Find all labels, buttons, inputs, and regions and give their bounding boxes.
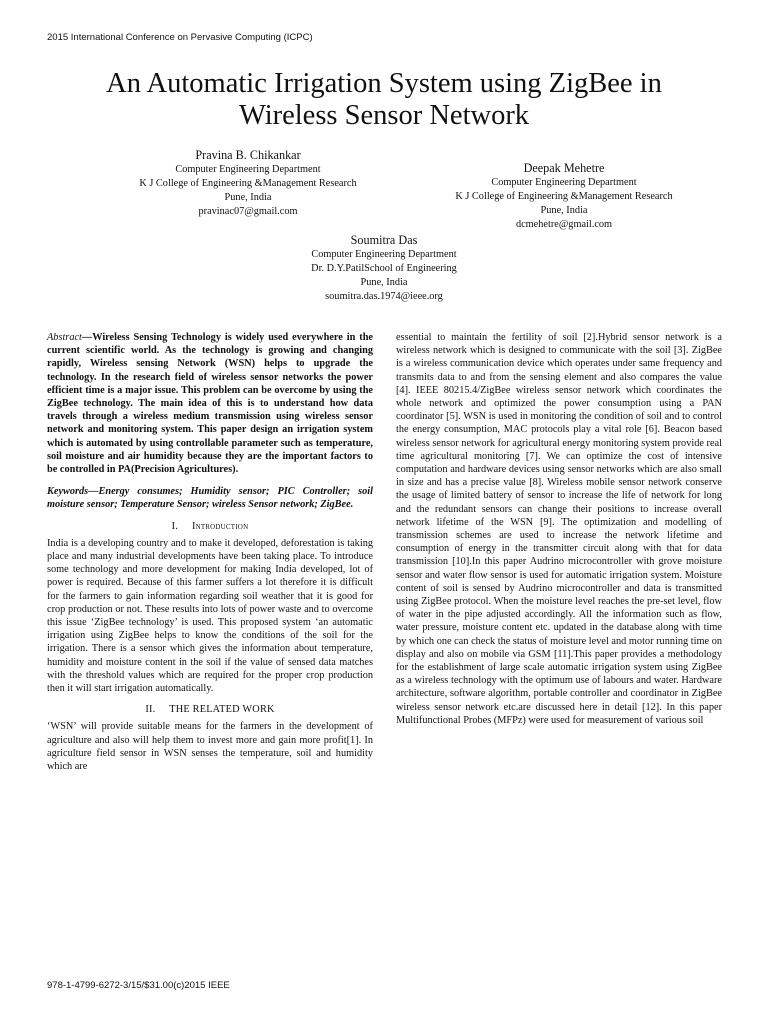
author-email: pravinac07@gmail.com <box>198 206 298 217</box>
author-name: Soumitra Das <box>350 233 418 247</box>
author-block-3 <box>250 233 518 304</box>
abstract-text: —Wireless Sensing Technology is widely used everywhere in the current scientific world. As the technology is growing and changing rapidly, Wireless sensing Network (WSN) helps to upgrade the technology. In the research field of wireless sensor networks the power efficient time is a major issue. This problem can be overcome by using the ZigBee technology. The main idea of this is to understand how data travels through a wireless medium transmission using wireless sensor network and monitoring system. This paper design an irrigation system which is automated by using controllable parameter such as temperature, soil moisture and air humidity because they are the important factors to be controlled in PA(Precision Agricultures). <box>47 332 373 476</box>
author-inst: K J College of Engineering &Management Research <box>455 191 673 202</box>
author-name: Deepak Mehetre <box>523 161 605 175</box>
abstract-label: Abstract <box>47 332 82 343</box>
title-line-2: Wireless Sensor Network <box>238 100 530 131</box>
section-title: Introduction <box>191 520 249 532</box>
paper-title <box>40 68 728 132</box>
related-work-paragraph: ‘WSN’ will provide suitable means for the farmers in the development of agriculture and also will help them to invest more and gain more profit[1]. In agriculture field sensor in WSN senses the temperature, soil and humidity which are <box>47 721 373 773</box>
author-email: soumitra.das.1974@ieee.org <box>325 291 443 302</box>
section-number: I. <box>171 520 179 532</box>
author-name: Pravina B. Chikankar <box>195 148 301 162</box>
author-inst: Dr. D.Y.PatilSchool of Engineering <box>311 263 457 274</box>
keywords: Keywords—Energy consumes; Humidity sensor; PIC Controller; soil moisture sensor; Temperature Sensor; wireless Sensor network; ZigBee. <box>47 486 373 511</box>
author-inst: K J College of Engineering &Management Research <box>139 178 357 189</box>
section-title: THE RELATED WORK <box>169 704 275 716</box>
section-heading-introduction <box>47 520 373 533</box>
abstract <box>47 331 373 476</box>
conference-header: 2015 International Conference on Pervasive Computing (ICPC) <box>47 32 313 43</box>
author-city: Pune, India <box>224 192 272 203</box>
title-line-1: An Automatic Irrigation System using ZigBee in <box>106 68 662 99</box>
right-column <box>396 331 722 727</box>
copyright-footer: 978-1-4799-6272-3/15/$31.00(c)2015 IEEE <box>47 980 230 991</box>
author-dept: Computer Engineering Department <box>175 164 321 175</box>
author-dept: Computer Engineering Department <box>311 249 457 260</box>
author-block-1 <box>112 148 384 219</box>
author-dept: Computer Engineering Department <box>491 177 637 188</box>
section-heading-related-work <box>47 703 373 716</box>
author-block-2 <box>416 161 712 232</box>
related-work-continued: essential to maintain the fertility of soil [2].Hybrid sensor network is a wireless network which is designed to communicate with the soil [3]. ZigBee is a wireless communication device which operates under same frequency and transmits data to and from the sensing element and also compares the value [4]. IEEE 80215.4/ZigBee wireless sensor network which coordinates the whole network and optimized the power consumption using a PAN coordinator [5]. WSN is used in monitoring the condition of soil and to control the energy consumption, MAC protocols play a vital role [6]. Beacon based wireless sensor network for agricultural energy monitoring system provide real time agricultural monitoring [7]. We can optimize the cost of intensive computation and hardware devices using sensor networks which are also small in size and has a precise value [8]. Wireless mobile sensor network conserve the usage of limited battery of sensor to increase the life of network for long and the redundant sensors can change their positions to increase overall network lifetime of the WSN [9]. The optimization and modelling of transmission schemes are used to increase the network lifetime and consumption of energy in the transmitter circuit along with that for data transmission [10].In this paper Audrino microcontroller with grove moisture sensor and water flow sensor is used for automatic irrigation system. Moisture content of soil is sensed by Audrino microcontroller and data is transmitted using ZigBee protocol. When the moisture level reaches the pre-set level, flow of water in the pipe adjusted accordingly. All the information such as flow, water pressure, moisture content etc. updated in the database along with time by which one can check the status of moisture level and motor running time on display and also on mobile via GSM [11].This paper provides a methodology for the establishment of large scale automatic irrigation system using ZigBee as a wireless technology with the optimum use of labours and water. Hardware architecture, software algorithm, portable controller and coordinator in ZigBee wireless sensor network etc.are discussed here in detail [12]. In this paper Multifunctional Probes (MFPz) were used for measurement of various soil <box>396 332 722 726</box>
left-column <box>47 331 373 773</box>
author-city: Pune, India <box>360 277 408 288</box>
section-number: II. <box>145 704 156 716</box>
author-city: Pune, India <box>540 205 588 216</box>
introduction-paragraph: India is a developing country and to make it developed, deforestation is taking place and many industrial developments have been taking place. To introduce some technology and more development for making India developed, lot of power is required. Because of this farmer suffers a lot therefore it is difficult for the farmers to gain information regarding soil weather that it is good for crop production or not. These results into lots of power waste and to overcome this issue ‘ZigBee technology’ is used. This proposed system ‘an automatic irrigation using ZigBee helps to know the conditions of the soil for the irrigation. There is a sensor which gives the information about temperature, humidity and moisture content in the soil if the value of sensed data matches with the threshold values which are required for the proper crop production then it will start irrigation automatically. <box>47 537 373 695</box>
author-email: dcmehetre@gmail.com <box>515 219 613 230</box>
